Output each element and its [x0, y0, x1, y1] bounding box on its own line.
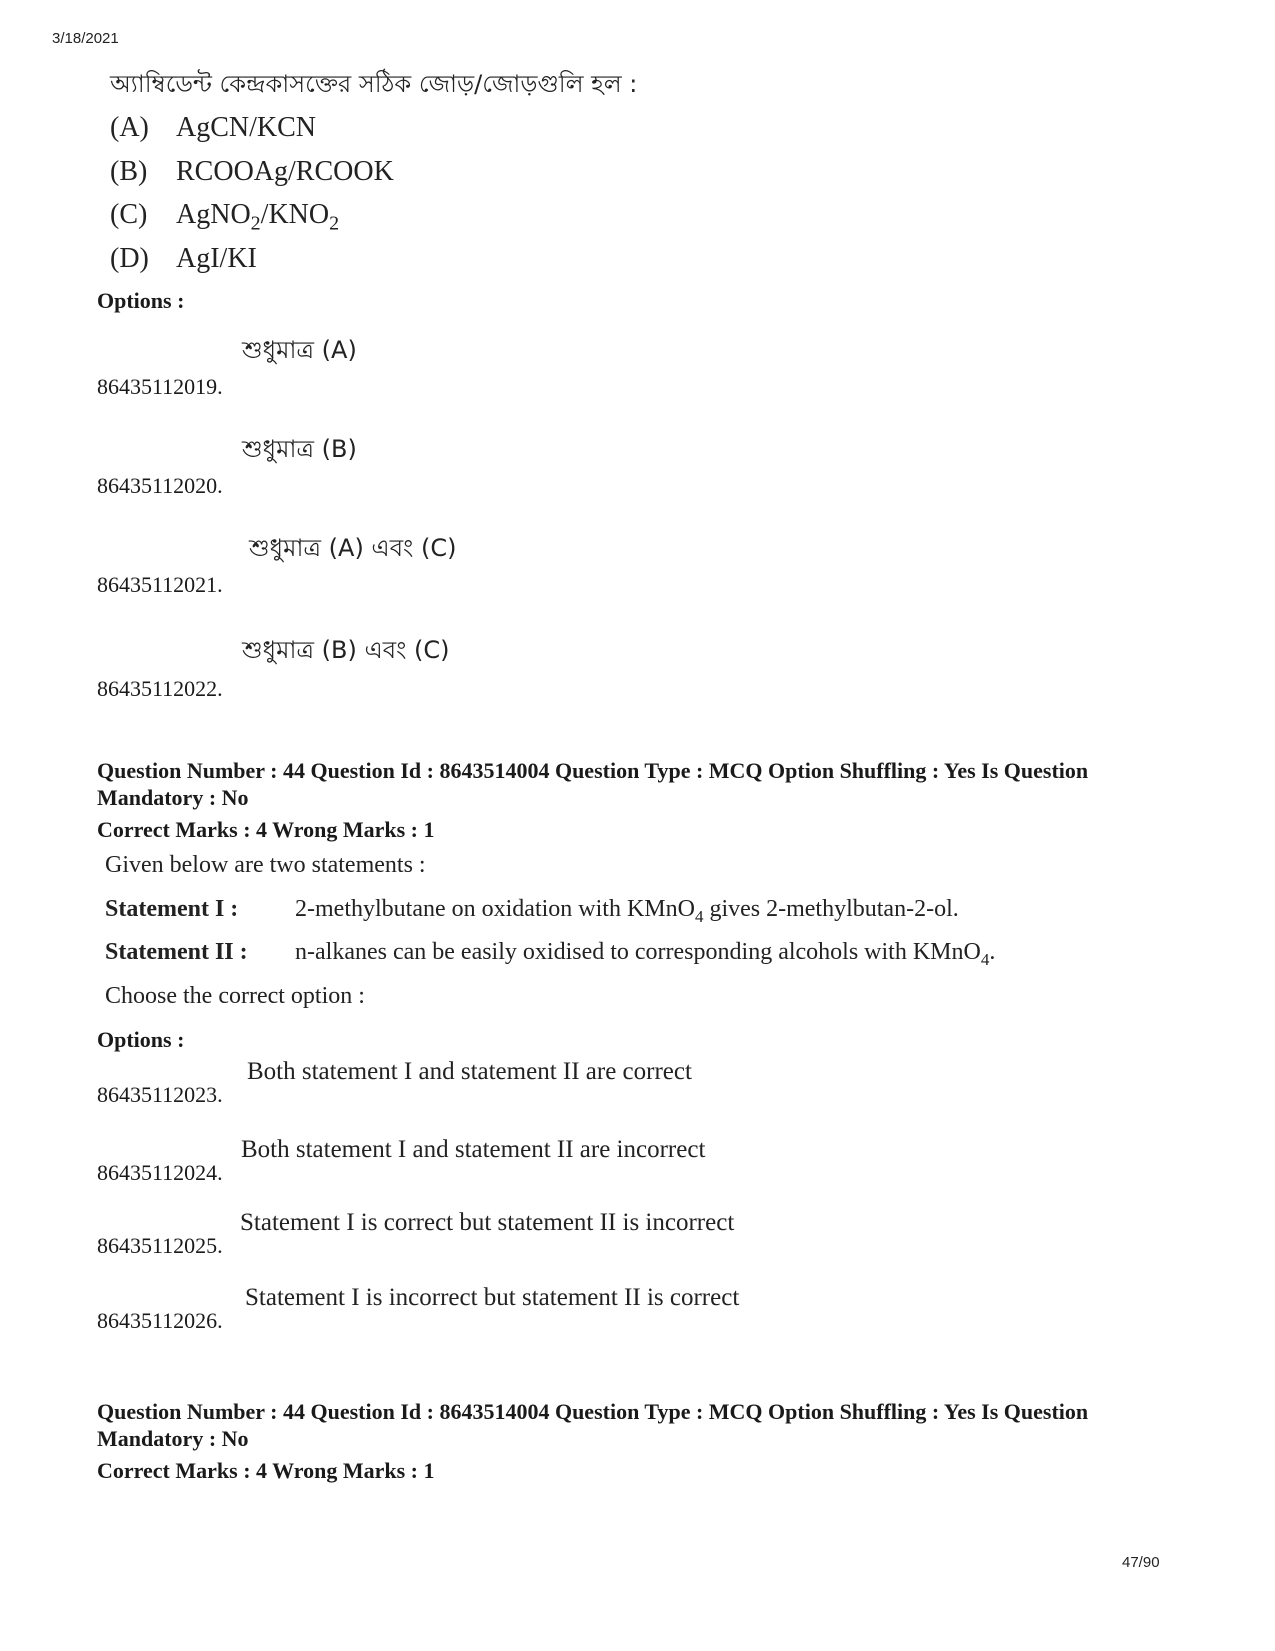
- option-row[interactable]: [97, 1136, 1097, 1186]
- page-number: 47/90: [1122, 1554, 1160, 1571]
- option-id: 86435112023.: [97, 1082, 223, 1107]
- pair-a: [110, 112, 316, 144]
- question-prompt: Choose the correct option :: [105, 983, 365, 1009]
- option-id: 86435112025.: [97, 1233, 223, 1258]
- pair-text: RCOOAg/RCOOK: [176, 156, 394, 187]
- option-id: 86435112019.: [97, 374, 223, 399]
- statement-label: Statement I :: [105, 896, 239, 922]
- question-stem: অ্যাম্বিডেন্ট কেন্দ্রকাসক্তের সঠিক জোড়/জোড়গুলি হল :: [110, 70, 638, 98]
- pair-label: (A): [110, 112, 149, 143]
- pair-text-part: /KNO: [260, 199, 330, 230]
- statement-2: [105, 939, 995, 970]
- pair-text: AgCN/KCN: [176, 112, 317, 143]
- statement-text: .: [989, 939, 996, 965]
- option-text: Statement I is correct but statement II is incorrect: [240, 1209, 735, 1236]
- statement-text: gives 2-methylbutan-2-ol.: [703, 896, 959, 922]
- question-marks: Correct Marks : 4 Wrong Marks : 1: [97, 817, 435, 842]
- question-meta: Question Number : 44 Question Id : 8643514004 Question Type : MCQ Option Shuffling : Yes Is Question Mandatory : No: [97, 1399, 1089, 1451]
- pair-text: AgI/KI: [176, 243, 257, 274]
- subscript: 4: [980, 949, 990, 969]
- question-meta: Question Number : 44 Question Id : 8643514004 Question Type : MCQ Option Shuffling : Yes Is Question Mandatory : No: [97, 758, 1089, 810]
- pair-d: [110, 243, 257, 275]
- option-row[interactable]: [97, 632, 1097, 702]
- option-row[interactable]: [97, 1209, 1097, 1259]
- question-intro: Given below are two statements :: [105, 852, 426, 878]
- question-marks: Correct Marks : 4 Wrong Marks : 1: [97, 1458, 435, 1483]
- option-row[interactable]: [97, 429, 1097, 499]
- option-id: 86435112026.: [97, 1308, 223, 1333]
- pair-label: (B): [110, 156, 148, 187]
- pair-b: [110, 156, 394, 188]
- statement-1: [105, 896, 959, 927]
- pair-text-part: AgNO: [176, 199, 251, 230]
- pair-c: [110, 199, 339, 236]
- option-text: Both statement I and statement II are correct: [247, 1058, 692, 1085]
- options-heading: Options :: [97, 288, 185, 313]
- subscript: 2: [329, 212, 340, 235]
- option-row[interactable]: [97, 1284, 1097, 1334]
- option-text: শুধুমাত্র (A) এবং (C): [249, 534, 457, 562]
- statement-label: Statement II :: [105, 939, 248, 965]
- option-text: Statement I is incorrect but statement II is correct: [245, 1284, 740, 1311]
- pair-label: (D): [110, 243, 149, 274]
- option-row[interactable]: [97, 1058, 1097, 1108]
- option-text: Both statement I and statement II are incorrect: [241, 1136, 706, 1163]
- option-id: 86435112021.: [97, 572, 223, 597]
- option-text: শুধুমাত্র (A): [242, 336, 357, 364]
- subscript: 2: [250, 212, 261, 235]
- option-row[interactable]: [97, 330, 1097, 400]
- option-id: 86435112020.: [97, 473, 223, 498]
- option-id: 86435112024.: [97, 1160, 223, 1185]
- option-text: শুধুমাত্র (B) এবং (C): [242, 636, 450, 664]
- options-heading: Options :: [97, 1027, 185, 1052]
- subscript: 4: [694, 906, 704, 926]
- option-id: 86435112022.: [97, 676, 223, 701]
- statement-text: n-alkanes can be easily oxidised to corresponding alcohols with KMnO: [295, 939, 981, 965]
- option-row[interactable]: [97, 528, 1097, 598]
- pair-label: (C): [110, 199, 148, 230]
- option-text: শুধুমাত্র (B): [242, 435, 357, 463]
- statement-text: 2-methylbutane on oxidation with KMnO: [295, 896, 695, 922]
- print-date: 3/18/2021: [52, 30, 119, 47]
